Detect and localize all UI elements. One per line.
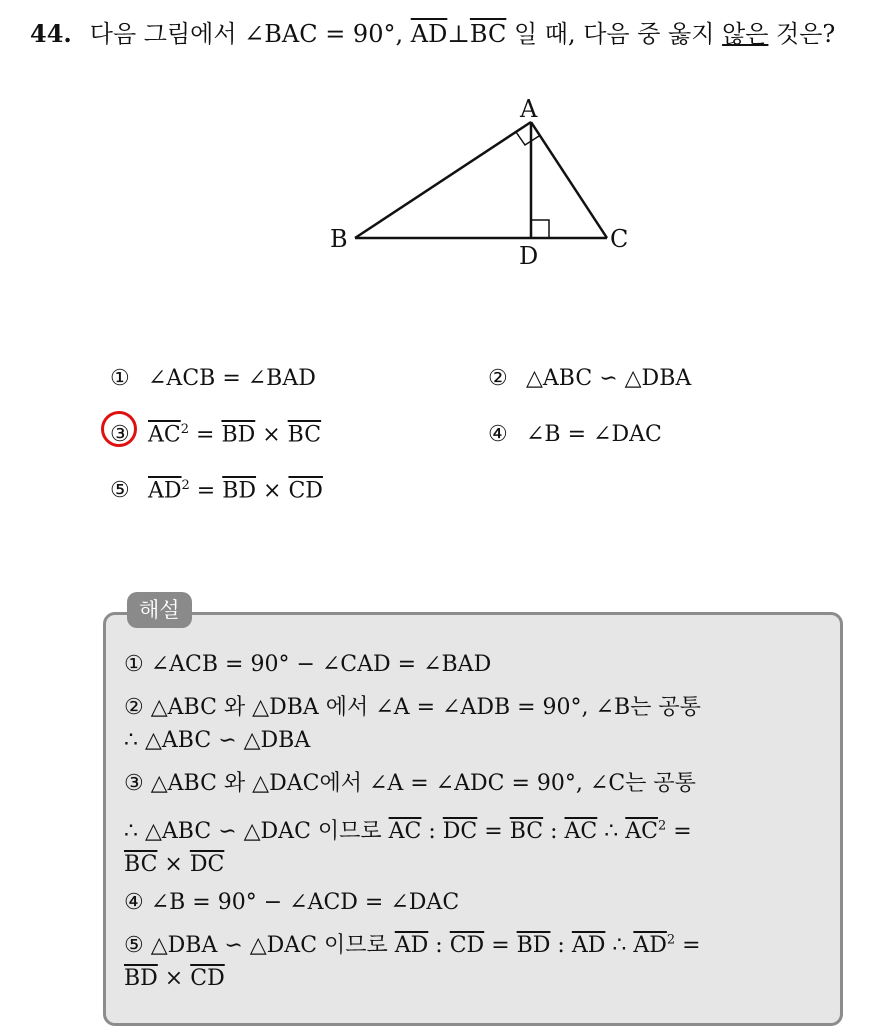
question-number: 44. <box>30 19 72 48</box>
choice-1[interactable]: ① ∠ACB = ∠BAD <box>110 366 316 391</box>
label-b: B <box>330 225 348 253</box>
solution-line-7: ④ ∠B = 90° − ∠ACD = ∠DAC <box>124 890 460 915</box>
solution-line-6: $\overline{BC} \times \overline{DC}$ <box>124 852 225 877</box>
triangle-figure <box>322 86 642 276</box>
choice-5[interactable]: ⑤ $\overline{AD}^2 = \overline{BD} \times \overline{CD}$ <box>110 478 323 504</box>
right-angle-mark-a <box>516 132 539 145</box>
solution-line-2: ② △ABC 와 △DBA 에서 ∠A = ∠ADB = 90°, ∠B는 공통 <box>124 695 701 720</box>
solution-line-5: ∴ △ABC ∽ △DAC 이므로 $\overline{AC}$ : $\overline{DC} = \overline{BC}$ : $\overline{AC}$ ∴ $\overline{AC}^2$ = <box>124 818 692 844</box>
right-angle-mark-d <box>531 220 549 238</box>
solution-tag: 해설 <box>127 592 192 628</box>
solution-line-1: ① ∠ACB = 90° − ∠CAD = ∠BAD <box>124 652 492 677</box>
question-text: 44. 다음 그림에서 ∠BAC = 90°, $\overline{AD}\perp\overline{BC}$ 일 때, 다음 중 옳지 않은 것은? <box>30 19 836 48</box>
side-ab <box>355 122 531 238</box>
selected-answer-circle <box>101 411 137 447</box>
choice-3[interactable]: ③ $\overline{AC}^2 = \overline{BD} \times \overline{BC}$ <box>110 422 322 448</box>
label-d: D <box>519 242 539 270</box>
choice-4[interactable]: ④ ∠B = ∠DAC <box>488 422 662 447</box>
solution-line-9: $\overline{BD} \times \overline{CD}$ <box>124 966 225 991</box>
solution-line-8: ⑤ △DBA ∽ △DAC 이므로 $\overline{AD}$ : $\overline{CD} = \overline{BD}$ : $\overline{AD}$ ∴ $\overline{AD}^2$ = <box>124 932 701 958</box>
solution-line-4: ③ △ABC 와 △DAC에서 ∠A = ∠ADC = 90°, ∠C는 공통 <box>124 771 696 796</box>
label-c: C <box>610 225 629 253</box>
label-a: A <box>520 95 538 123</box>
emphasis-not: 않은 <box>722 20 769 48</box>
solution-line-3: ∴ △ABC ∽ △DBA <box>124 728 311 753</box>
choice-2[interactable]: ② △ABC ∽ △DBA <box>488 366 692 391</box>
